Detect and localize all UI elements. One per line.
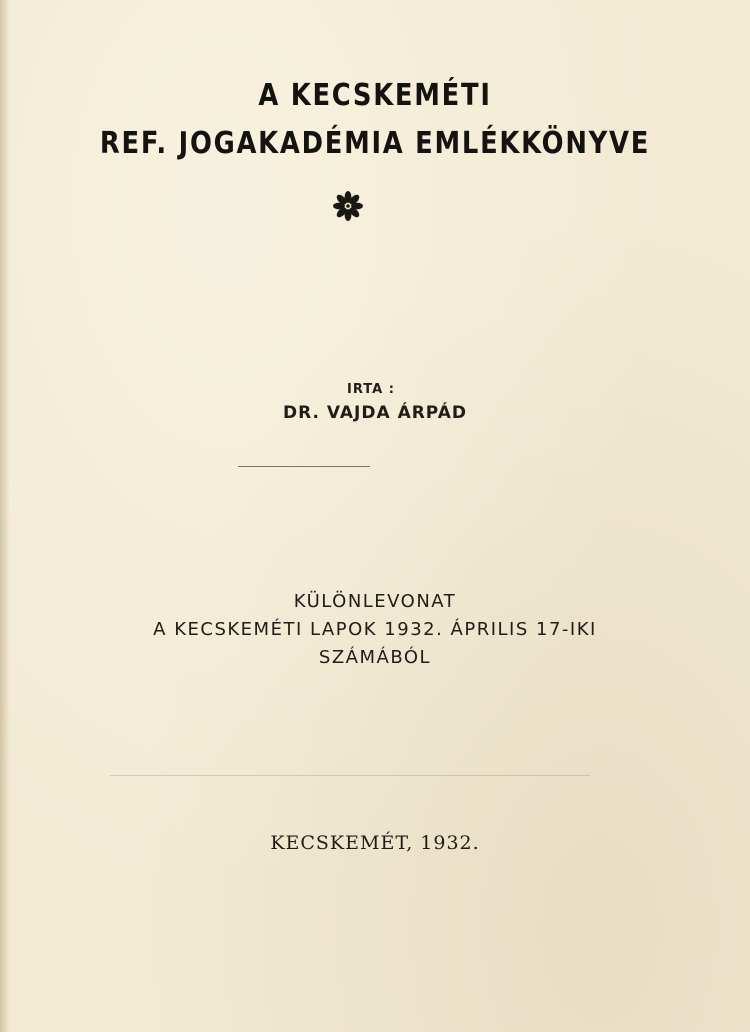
page-edge-shadow — [0, 0, 10, 1032]
flower-ornament-icon — [332, 190, 364, 222]
title-line-2: REF. JOGAKADÉMIA EMLÉKKÖNYVE — [99, 126, 651, 161]
offprint-line-2: A KECSKEMÉTI LAPOK 1932. ÁPRILIS 17-IKI — [153, 619, 597, 640]
title-line-1: A KECSKEMÉTI — [258, 78, 492, 113]
divider — [238, 466, 370, 467]
author-name: DR. VAJDA ÁRPÁD — [283, 403, 467, 423]
author-label: IRTA : — [347, 382, 395, 397]
offprint-line-3: SZÁMÁBÓL — [318, 647, 432, 668]
offprint-line-1: KÜLÖNLEVONAT — [293, 591, 457, 612]
show-through-rule — [110, 775, 590, 776]
imprint: KECSKEMÉT, 1932. — [270, 832, 480, 854]
